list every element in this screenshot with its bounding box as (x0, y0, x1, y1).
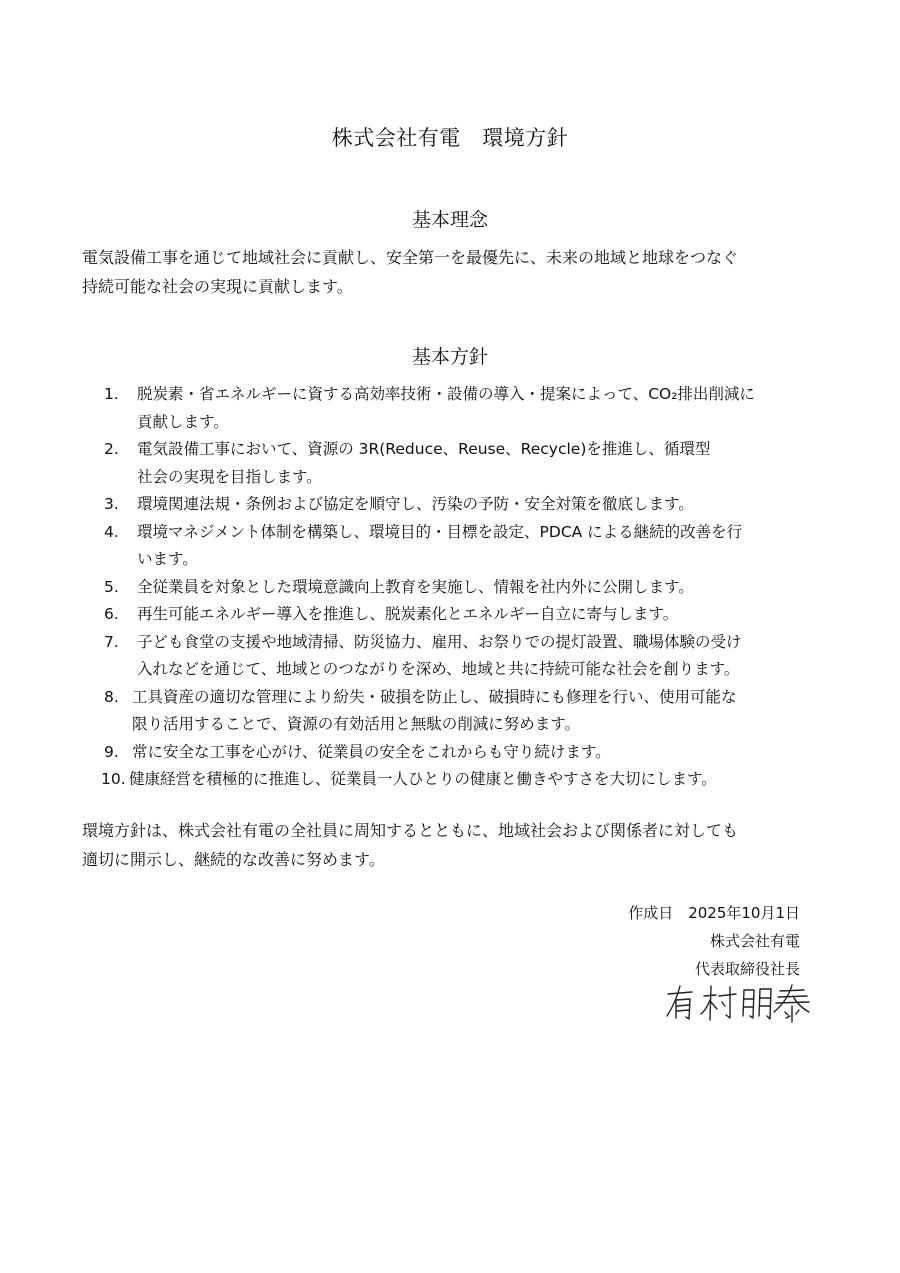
philosophy-heading: 基本理念 (411, 209, 488, 231)
document-title: 株式会社有電 環境方針 (331, 126, 569, 150)
policy-item-line: 社会の実現を目指します。 (137, 467, 322, 486)
policy-item (104, 601, 755, 629)
policy-item-text (137, 601, 678, 629)
philosophy-line: 電気設備工事を通じて地域社会に貢献し、安全第一を最優先に、未来の地域と地球をつなぐ (82, 248, 739, 267)
policy-item-line: 工具資産の適切な管理により紛失・破損を防止し、破損時にも修理を行い、使用可能な (132, 687, 737, 706)
policy-item-number: 3. (104, 495, 119, 513)
handwritten-signature (664, 982, 810, 1028)
representative-title: 代表取締役社長 (694, 960, 800, 978)
policy-item-line: 電気設備工事において、資源の 3R(Reduce、Reuse、Recycle)を推進し、循環型 (137, 440, 711, 458)
policy-item (104, 436, 755, 491)
policy-item-line: 入れなどを通じて、地域とのつながりを深め、地域と共に持続可能な社会を創ります。 (137, 660, 740, 678)
signature-block (628, 899, 800, 983)
policy-item-number: 7. (104, 632, 119, 651)
policy-item-line: 貢献します。 (137, 412, 229, 431)
policy-item (104, 684, 755, 739)
policy-item-text (132, 739, 611, 767)
company-name: 株式会社有電 (709, 932, 800, 950)
policy-item-line: 環境関連法規・条例および協定を順守し、汚染の予防・安全対策を徹底します。 (137, 495, 694, 513)
policy-item-number: 5. (104, 577, 119, 596)
policy-item (104, 519, 755, 574)
policy-item-line: 健康経営を積極的に推進し、従業員一人ひとりの健康と働きやすさを大切にします。 (129, 770, 717, 788)
creation-date: 作成日 2025年10月1日 (628, 904, 800, 922)
policy-item-line: 再生可能エネルギー導入を推進し、脱炭素化とエネルギー自立に寄与します。 (137, 605, 679, 623)
policy-item-line: 常に安全な工事を心がけ、従業員の安全をこれからも守り続けます。 (132, 742, 611, 761)
policy-item-text (137, 491, 694, 519)
policy-item-line: 限り活用することで、資源の有効活用と無駄の削減に努めます。 (132, 715, 580, 733)
policy-item-number: 8. (104, 687, 119, 706)
policy-item (104, 574, 755, 602)
policy-item-number: 6. (104, 605, 119, 623)
closing-text (82, 816, 738, 874)
policy-item-number: 2. (104, 440, 119, 458)
policy-item-text (132, 684, 737, 739)
policy-item-text (129, 766, 717, 794)
policy-item (101, 766, 755, 794)
policy-item-line: 脱炭素・省エネルギーに資する高効率技術・設備の導入・提案によって、CO₂排出削減に (137, 385, 755, 403)
policy-item-text (137, 629, 742, 684)
policy-item-text (137, 381, 755, 436)
policy-item-number: 4. (104, 522, 119, 541)
policy-item (104, 739, 755, 767)
policy-item-line: 環境マネジメント体制を構築し、環境目的・目標を設定、PDCA による継続的改善を行 (137, 522, 743, 541)
policy-item-number: 10. (101, 770, 126, 788)
philosophy-text (82, 243, 738, 301)
closing-line: 適切に開示し、継続的な改善に努めます。 (82, 850, 385, 869)
policy-item-line: 子ども食堂の支援や地域清掃、防災協力、雇用、お祭りでの提灯設置、職場体験の受け (137, 632, 742, 651)
policy-item-text (137, 574, 694, 602)
policy-item (104, 629, 755, 684)
policy-item-number: 1. (104, 385, 119, 403)
signature-image (664, 982, 810, 1024)
policy-item-number: 9. (104, 742, 119, 761)
policy-list (101, 381, 755, 794)
policy-heading: 基本方針 (411, 346, 488, 368)
closing-line: 環境方針は、株式会社有電の全社員に周知するとともに、地域社会および関係者に対しても (82, 821, 739, 840)
policy-item-line: います。 (137, 550, 198, 568)
policy-item (104, 381, 755, 436)
policy-item-text (137, 436, 710, 491)
philosophy-line: 持続可能な社会の実現に貢献します。 (82, 277, 353, 296)
policy-item-line: 全従業員を対象とした環境意識向上教育を実施し、情報を社内外に公開します。 (137, 577, 694, 596)
policy-item (104, 491, 755, 519)
policy-item-text (137, 519, 742, 574)
